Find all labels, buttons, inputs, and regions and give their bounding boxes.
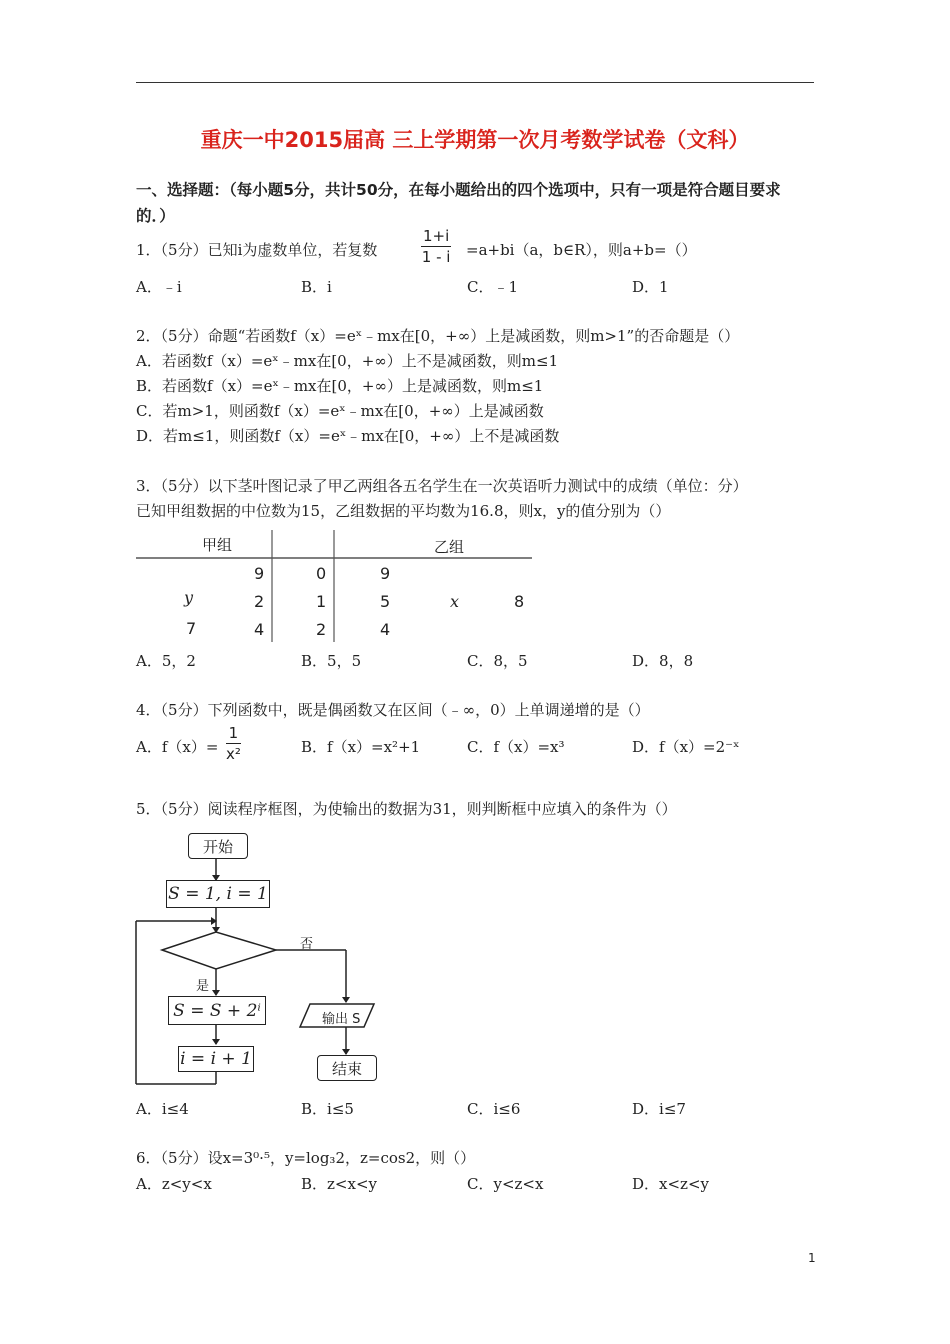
stem-2: 2 bbox=[316, 620, 327, 639]
left-leaf: 4 bbox=[254, 620, 265, 639]
q5-stem: 5．（5分）阅读程序框图，为使输出的数据为31，则判断框中应填入的条件为（） bbox=[136, 800, 677, 818]
flow-init: S = 1, i = 1 bbox=[166, 880, 270, 908]
q4-frac-num: 1 bbox=[226, 723, 241, 744]
q1-option-d: D．1 bbox=[632, 278, 669, 296]
condition-diamond bbox=[162, 932, 276, 969]
q6-option-a: A．z<y<x bbox=[136, 1175, 212, 1193]
q1-frac-num: 1+i bbox=[423, 227, 450, 245]
q1-option-a: A．﹣i bbox=[136, 278, 182, 296]
page-number: 1 bbox=[808, 1251, 816, 1265]
q4-frac-den: x² bbox=[226, 745, 241, 763]
q3-stem-line2: 已知甲组数据的中位数为15，乙组数据的平均数为16.8，则x，y的值分别为（） bbox=[136, 502, 671, 520]
q3-option-c: C．8，5 bbox=[467, 652, 528, 670]
stem-1: 1 bbox=[316, 592, 327, 611]
right-leaf: 5 bbox=[380, 592, 391, 611]
q6-option-b: B．z<x<y bbox=[301, 1175, 377, 1193]
left-leaf: y bbox=[184, 588, 194, 607]
stem-leaf-table bbox=[136, 530, 536, 642]
q6-option-c: C．y<z<x bbox=[467, 1175, 544, 1193]
flow-update-i: i = i + 1 bbox=[178, 1046, 254, 1072]
q3-option-b: B．5，5 bbox=[301, 652, 362, 670]
flow-no-label: 否 bbox=[300, 937, 314, 952]
q1-fraction bbox=[421, 226, 451, 267]
q1-prefix: 1．（5分）已知i为虚数单位，若复数 bbox=[136, 241, 378, 259]
page-title: 重庆一中2015届高 三上学期第一次月考数学试卷（文科） bbox=[200, 128, 750, 152]
q2-stem: 2．（5分）命题“若函数f（x）=eˣ﹣mx在[0，+∞）上是减函数，则m>1”的否命题是（） bbox=[136, 327, 740, 345]
left-leaf: 7 bbox=[186, 619, 197, 638]
right-leaf: 8 bbox=[514, 592, 525, 611]
q4-option-b: B．f（x）=x²+1 bbox=[301, 738, 421, 756]
stem-0: 0 bbox=[316, 564, 327, 583]
header-rule bbox=[136, 82, 814, 83]
q5-option-d: D．i≤7 bbox=[632, 1100, 686, 1118]
q1-option-b: B．i bbox=[301, 278, 332, 296]
q1-suffix: =a+bi（a，b∈R），则a+b=（） bbox=[466, 241, 697, 259]
flow-update-s: S = S + 2ⁱ bbox=[168, 996, 266, 1025]
q5-option-b: B．i≤5 bbox=[301, 1100, 354, 1118]
q6-stem: 6．（5分）设x=3⁰·⁵，y=log₃2，z=cos2，则（） bbox=[136, 1149, 476, 1167]
q4-option-d: D．f（x）=2⁻ˣ bbox=[632, 738, 740, 756]
q1-frac-den: 1 - i bbox=[421, 248, 451, 266]
table-right-header: 乙组 bbox=[434, 538, 465, 556]
q5-option-c: C．i≤6 bbox=[467, 1100, 521, 1118]
right-leaf: 9 bbox=[380, 564, 391, 583]
right-leaf: 4 bbox=[380, 620, 391, 639]
table-left-header: 甲组 bbox=[202, 536, 233, 554]
q3-option-d: D．8，8 bbox=[632, 652, 694, 670]
flow-end: 结束 bbox=[317, 1055, 377, 1081]
q4-option-a-prefix: A．f（x）= bbox=[136, 738, 219, 756]
q6-option-d: D．x<z<y bbox=[632, 1175, 709, 1193]
q2-option-b: B．若函数f（x）=eˣ﹣mx在[0，+∞）上是减函数，则m≤1 bbox=[136, 377, 544, 395]
flow-yes-label: 是 bbox=[196, 979, 210, 994]
q4-option-c: C．f（x）=x³ bbox=[467, 738, 565, 756]
q5-option-a: A．i≤4 bbox=[136, 1100, 189, 1118]
flow-start: 开始 bbox=[188, 833, 248, 859]
q2-option-a: A．若函数f（x）=eˣ﹣mx在[0，+∞）上不是减函数，则m≤1 bbox=[136, 352, 559, 370]
right-leaf: x bbox=[450, 592, 460, 611]
q2-option-d: D．若m≤1，则函数f（x）=eˣ﹣mx在[0，+∞）上不是减函数 bbox=[136, 427, 560, 445]
q1-option-c: C．﹣1 bbox=[467, 278, 519, 296]
section-heading-cont: 的．） bbox=[136, 207, 175, 225]
flow-output: 输出 S bbox=[322, 1012, 361, 1027]
q3-stem-line1: 3．（5分）以下茎叶图记录了甲乙两组各五名学生在一次英语听力测试中的成绩（单位：分） bbox=[136, 477, 748, 495]
q4-option-a-fraction bbox=[226, 723, 241, 764]
q3-option-a: A．5，2 bbox=[136, 652, 196, 670]
left-leaf: 2 bbox=[254, 592, 265, 611]
q4-stem: 4．（5分）下列函数中，既是偶函数又在区间（﹣∞，0）上单调递增的是（） bbox=[136, 701, 650, 719]
left-leaf: 9 bbox=[254, 564, 265, 583]
section-heading: 一、选择题：（每小题5分，共计50分，在每小题给出的四个选项中，只有一项是符合题目要求 bbox=[136, 181, 781, 199]
q2-option-c: C．若m>1，则函数f（x）=eˣ﹣mx在[0，+∞）上是减函数 bbox=[136, 402, 544, 420]
